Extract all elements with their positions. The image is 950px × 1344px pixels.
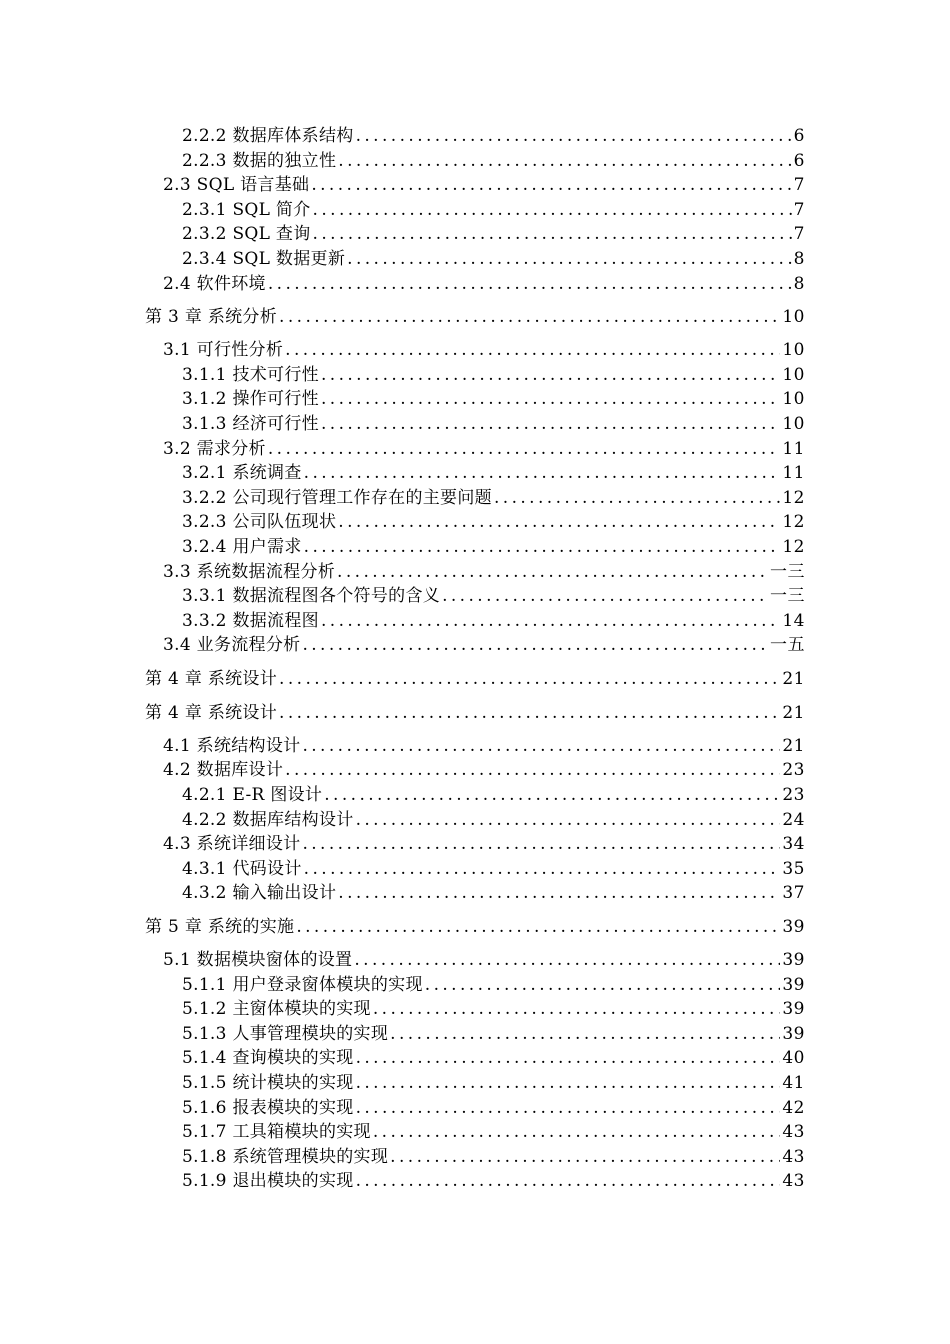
- toc-entry[interactable]: [0, 272, 950, 297]
- toc-entry-title: 3.3 系统数据流程分析: [163, 561, 336, 582]
- toc-entry-title: 第 5 章 系统的实施: [145, 917, 295, 938]
- toc-entry-title: 3.1.3 经济可行性: [182, 413, 319, 434]
- toc-entry-title: 5.1 数据模块窗体的设置: [163, 950, 353, 971]
- toc-entry[interactable]: [0, 149, 950, 174]
- toc-entry-page: 10: [782, 307, 805, 328]
- toc-entry-title: 2.3.1 SQL 简介: [182, 199, 311, 220]
- toc-entry[interactable]: [0, 584, 950, 609]
- toc-entry[interactable]: [0, 222, 950, 247]
- toc-entry-title: 3.2.4 用户需求: [182, 536, 302, 557]
- toc-entry-page: 6: [793, 150, 805, 171]
- toc-entry-page: 39: [782, 950, 805, 971]
- toc-entry-title: 3.2.1 系统调查: [182, 463, 302, 484]
- toc-entry-page: 40: [782, 1048, 805, 1069]
- toc-entry-page: 34: [782, 834, 805, 855]
- toc-entry-page: 39: [782, 917, 805, 938]
- toc-entry[interactable]: [0, 633, 950, 658]
- toc-entry[interactable]: [0, 1046, 950, 1071]
- toc-dot-leader: [321, 387, 780, 412]
- toc-entry-title: 3.3.2 数据流程图: [182, 610, 319, 631]
- toc-entry-page: 11: [782, 463, 805, 484]
- toc-entry-title: 4.2 数据库设计: [163, 760, 284, 781]
- toc-dot-leader: [356, 1169, 781, 1194]
- toc-dot-leader: [285, 758, 780, 783]
- toc-entry-page: 21: [782, 702, 805, 723]
- toc-entry[interactable]: [0, 881, 950, 906]
- toc-dot-leader: [324, 783, 780, 808]
- toc-dot-leader: [313, 198, 792, 223]
- toc-entry[interactable]: [0, 857, 950, 882]
- toc-entry[interactable]: [0, 808, 950, 833]
- toc-entry[interactable]: [0, 1145, 950, 1170]
- toc-entry-title: 5.1.7 工具箱模块的实现: [182, 1122, 371, 1143]
- toc-entry-title: 2.4 软件环境: [163, 273, 266, 294]
- toc-dot-leader: [347, 247, 792, 272]
- toc-dot-leader: [279, 700, 780, 726]
- toc-entry-title: 4.3 系统详细设计: [163, 834, 301, 855]
- toc-entry-page: 7: [793, 224, 805, 245]
- toc-entry-page: 8: [793, 248, 805, 269]
- toc-dot-leader: [338, 149, 791, 174]
- toc-entry-page: 21: [782, 735, 805, 756]
- toc-dot-leader: [268, 272, 792, 297]
- toc-entry-page: 一五: [770, 635, 805, 656]
- toc-entry-page: 23: [782, 785, 805, 806]
- toc-entry[interactable]: [0, 387, 950, 412]
- toc-dot-leader: [313, 222, 792, 247]
- toc-dot-leader: [356, 1096, 781, 1121]
- toc-entry-title: 5.1.9 退出模块的实现: [182, 1171, 354, 1192]
- toc-entry-title: 第 4 章 系统设计: [145, 702, 278, 723]
- toc-dot-leader: [311, 173, 791, 198]
- toc-entry[interactable]: [0, 700, 950, 726]
- toc-entry-title: 3.1 可行性分析: [163, 340, 284, 361]
- toc-dot-leader: [338, 881, 780, 906]
- toc-entry-title: 2.2.3 数据的独立性: [182, 150, 337, 171]
- toc-dot-leader: [338, 510, 780, 535]
- toc-entry[interactable]: [0, 783, 950, 808]
- toc-entry-page: 14: [782, 610, 805, 631]
- toc-entry-page: 12: [782, 512, 805, 533]
- toc-dot-leader: [285, 338, 780, 363]
- toc-entry-page: 6: [793, 126, 805, 146]
- toc-entry-page: 10: [782, 389, 805, 410]
- toc-entry-title: 3.2 需求分析: [163, 438, 266, 459]
- toc-entry-page: 43: [782, 1171, 805, 1192]
- toc-entry-page: 10: [782, 364, 805, 385]
- toc-entry[interactable]: [0, 560, 950, 585]
- toc-entry-page: 一三: [770, 561, 805, 582]
- toc-entry[interactable]: [0, 948, 950, 973]
- toc-dot-leader: [390, 1022, 780, 1047]
- toc-entry[interactable]: [0, 338, 950, 363]
- toc-dot-leader: [494, 486, 780, 511]
- toc-entry-page: 10: [782, 413, 805, 434]
- toc-dot-leader: [302, 832, 780, 857]
- toc-entry-title: 5.1.4 查询模块的实现: [182, 1048, 354, 1069]
- toc-entry-title: 3.1.2 操作可行性: [182, 389, 319, 410]
- toc-entry[interactable]: [0, 997, 950, 1022]
- toc-entry-page: 43: [782, 1146, 805, 1167]
- toc-entry-title: 2.3.4 SQL 数据更新: [182, 248, 346, 269]
- toc-dot-leader: [321, 363, 780, 388]
- toc-entry-page: 39: [782, 974, 805, 995]
- toc-entry[interactable]: [0, 758, 950, 783]
- table-of-contents: [0, 124, 950, 1194]
- toc-dot-leader: [373, 997, 781, 1022]
- toc-entry[interactable]: [0, 914, 950, 940]
- toc-entry-page: 12: [782, 487, 805, 508]
- toc-dot-leader: [425, 973, 781, 998]
- toc-entry-title: 5.1.5 统计模块的实现: [182, 1073, 354, 1093]
- toc-entry-page: 12: [782, 536, 805, 557]
- toc-entry-page: 43: [782, 1122, 805, 1143]
- toc-dot-leader: [373, 1120, 781, 1145]
- toc-entry[interactable]: [0, 461, 950, 486]
- toc-entry-title: 5.1.1 用户登录窗体模块的实现: [182, 974, 423, 995]
- toc-entry-page: 一三: [770, 586, 805, 607]
- toc-dot-leader: [356, 1071, 781, 1096]
- toc-entry-page: 39: [782, 1023, 805, 1044]
- toc-entry[interactable]: [0, 832, 950, 857]
- toc-dot-leader: [279, 304, 780, 330]
- toc-entry-page: 42: [782, 1097, 805, 1118]
- toc-entry-page: 8: [793, 273, 805, 294]
- toc-dot-leader: [279, 666, 780, 692]
- toc-entry-page: 35: [782, 858, 805, 879]
- toc-dot-leader: [321, 412, 780, 437]
- toc-entry[interactable]: [0, 734, 950, 759]
- toc-entry-page: 24: [782, 809, 805, 830]
- toc-entry-title: 5.1.3 人事管理模块的实现: [182, 1023, 389, 1044]
- toc-entry-title: 4.3.1 代码设计: [182, 858, 302, 879]
- toc-entry[interactable]: [0, 666, 950, 692]
- toc-dot-leader: [354, 948, 780, 973]
- toc-entry-page: 21: [782, 668, 805, 689]
- toc-entry[interactable]: [0, 247, 950, 272]
- toc-entry-title: 2.2.2 数据库体系结构: [182, 126, 354, 146]
- toc-dot-leader: [268, 437, 781, 462]
- toc-entry[interactable]: [0, 1071, 950, 1096]
- toc-dot-leader: [337, 560, 768, 585]
- toc-entry[interactable]: [0, 437, 950, 462]
- toc-entry[interactable]: [0, 1022, 950, 1047]
- toc-dot-leader: [304, 535, 781, 560]
- toc-dot-leader: [356, 808, 781, 833]
- toc-dot-leader: [296, 914, 780, 940]
- toc-entry-title: 第 3 章 系统分析: [145, 307, 278, 328]
- toc-entry-title: 3.3.1 数据流程图各个符号的含义: [182, 586, 441, 607]
- toc-entry-page: 11: [782, 438, 805, 459]
- toc-entry[interactable]: [0, 486, 950, 511]
- toc-entry-title: 4.3.2 输入输出设计: [182, 883, 337, 904]
- toc-entry-title: 5.1.6 报表模块的实现: [182, 1097, 354, 1118]
- toc-entry-title: 5.1.2 主窗体模块的实现: [182, 999, 371, 1020]
- toc-entry-title: 2.3.2 SQL 查询: [182, 224, 311, 245]
- toc-dot-leader: [304, 461, 781, 486]
- toc-entry-page: 7: [793, 199, 805, 220]
- toc-entry[interactable]: [0, 1096, 950, 1121]
- toc-dot-leader: [302, 633, 768, 658]
- toc-entry[interactable]: [0, 1120, 950, 1145]
- toc-dot-leader: [356, 124, 792, 149]
- toc-entry[interactable]: [0, 124, 950, 149]
- toc-entry[interactable]: [0, 510, 950, 535]
- toc-entry[interactable]: [0, 412, 950, 437]
- toc-entry-title: 2.3 SQL 语言基础: [163, 175, 310, 196]
- toc-entry-title: 3.1.1 技术可行性: [182, 364, 319, 385]
- toc-dot-leader: [302, 734, 780, 759]
- toc-entry-title: 4.1 系统结构设计: [163, 735, 301, 756]
- toc-entry-title: 3.4 业务流程分析: [163, 635, 301, 656]
- toc-entry[interactable]: [0, 304, 950, 330]
- toc-entry[interactable]: [0, 609, 950, 634]
- toc-entry-page: 37: [782, 883, 805, 904]
- toc-entry[interactable]: [0, 198, 950, 223]
- toc-entry-title: 3.2.2 公司现行管理工作存在的主要问题: [182, 487, 492, 508]
- toc-entry-page: 7: [793, 175, 805, 196]
- toc-entry-title: 4.2.1 E-R 图设计: [182, 785, 323, 806]
- toc-entry-page: 10: [782, 340, 805, 361]
- toc-entry-page: 41: [782, 1073, 805, 1093]
- toc-dot-leader: [304, 857, 781, 882]
- toc-entry[interactable]: [0, 535, 950, 560]
- toc-entry[interactable]: [0, 973, 950, 998]
- toc-dot-leader: [442, 584, 768, 609]
- toc-entry[interactable]: [0, 1169, 950, 1194]
- toc-entry-page: 39: [782, 999, 805, 1020]
- toc-dot-leader: [321, 609, 780, 634]
- toc-entry-page: 23: [782, 760, 805, 781]
- toc-entry-title: 4.2.2 数据库结构设计: [182, 809, 354, 830]
- toc-dot-leader: [356, 1046, 781, 1071]
- toc-entry-title: 3.2.3 公司队伍现状: [182, 512, 337, 533]
- toc-dot-leader: [390, 1145, 780, 1170]
- toc-entry[interactable]: [0, 363, 950, 388]
- toc-entry-title: 第 4 章 系统设计: [145, 668, 278, 689]
- toc-entry-title: 5.1.8 系统管理模块的实现: [182, 1146, 389, 1167]
- toc-entry[interactable]: [0, 173, 950, 198]
